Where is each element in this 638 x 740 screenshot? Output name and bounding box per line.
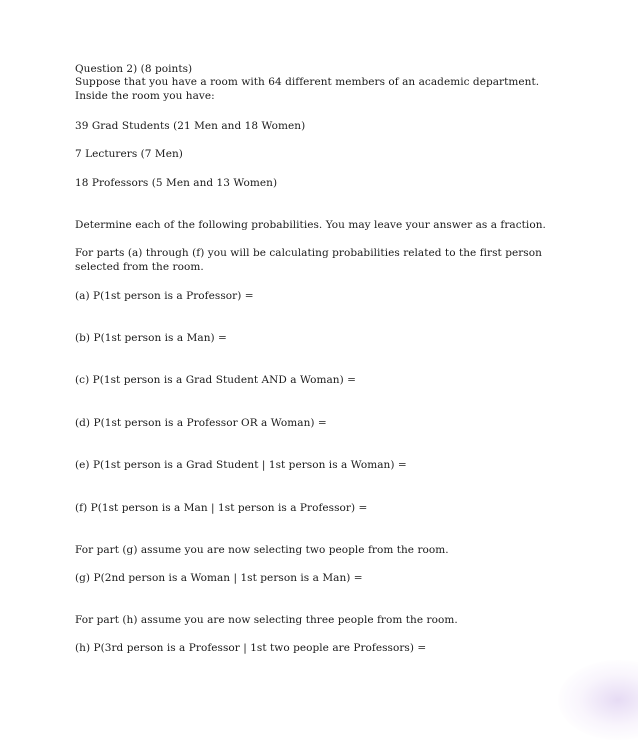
instructions: Determine each of the following probabilities. You may leave your answer as a fraction. [75,219,546,231]
part-f: (f) P(1st person is a Man | 1st person is a Professor) = [75,502,368,514]
corner-shadow [558,660,638,740]
part-c: (c) P(1st person is a Grad Student AND a Woman) = [75,374,356,386]
parts-intro: For parts (a) through (f) you will be calculating probabilities related to the first person selected from the room. [75,247,542,273]
part-d: (d) P(1st person is a Professor OR a Woman) = [75,417,327,429]
part-a: (a) P(1st person is a Professor) = [75,290,254,302]
question-header: Question 2) (8 points) [75,63,193,75]
part-b: (b) P(1st person is a Man) = [75,332,227,344]
part-e: (e) P(1st person is a Grad Student | 1st person is a Woman) = [75,459,407,471]
part-g-intro: For part (g) assume you are now selecting two people from the room. [75,544,449,556]
part-h: (h) P(3rd person is a Professor | 1st two people are Professors) = [75,642,427,654]
question-intro: Suppose that you have a room with 64 different members of an academic department. Inside the room you have: [75,76,540,102]
group-lecturers: 7 Lecturers (7 Men) [75,148,183,160]
part-h-intro: For part (h) assume you are now selecting three people from the room. [75,614,458,626]
group-professors: 18 Professors (5 Men and 13 Women) [75,177,278,189]
part-g: (g) P(2nd person is a Woman | 1st person is a Man) = [75,572,363,584]
group-grad-students: 39 Grad Students (21 Men and 18 Women) [75,120,306,132]
